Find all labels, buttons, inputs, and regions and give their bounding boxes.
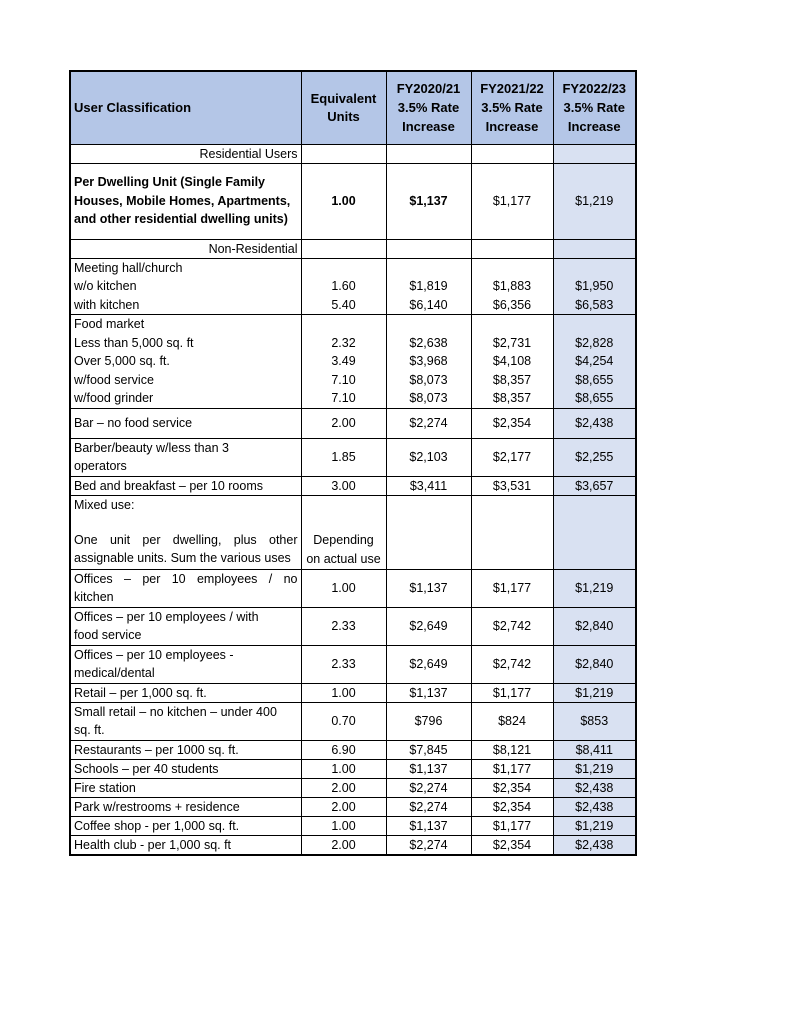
table-row-bar: [70, 408, 636, 438]
table-row-bed-breakfast: [70, 476, 636, 495]
header-fy2-year: FY2021/22: [480, 81, 544, 97]
row-label-schools: Schools – per 40 students: [70, 759, 301, 778]
cell-units: [301, 495, 386, 569]
value: $4,108: [492, 354, 532, 368]
cell-units: 2.33: [301, 607, 386, 645]
cell-fy1: $2,649: [386, 607, 471, 645]
row-label-offices-medical: [70, 645, 301, 683]
value: $1,883: [492, 279, 532, 293]
cell-fy1: [386, 258, 471, 315]
cell-units: [301, 258, 386, 315]
table-row-meeting-hall: [70, 258, 636, 315]
cell-units: 1.00: [301, 683, 386, 702]
cell-fy2: $2,354: [471, 797, 553, 816]
header-fy2-rate: 3.5% Rate: [481, 100, 543, 116]
row-label-park: Park w/restrooms + residence: [70, 797, 301, 816]
table-row-offices-food-service: [70, 607, 636, 645]
cell-units: 2.00: [301, 778, 386, 797]
cell-fy2: [471, 258, 553, 315]
cell-fy2: $1,177: [471, 683, 553, 702]
cell-fy3: $1,219: [553, 683, 636, 702]
table-row-health-club: [70, 835, 636, 855]
row-label-retail: Retail – per 1,000 sq. ft.: [70, 683, 301, 702]
table-row-schools: [70, 759, 636, 778]
header-fy2: [471, 71, 553, 144]
cell-fy3: $1,219: [553, 816, 636, 835]
value: on actual use: [306, 551, 381, 566]
cell-fy3: $1,219: [553, 759, 636, 778]
row-label-fire-station: Fire station: [70, 778, 301, 797]
row-label-line: kitchen: [74, 590, 114, 604]
cell-fy2: $1,177: [471, 759, 553, 778]
table-row-fire-station: [70, 778, 636, 797]
table-row-small-retail: [70, 702, 636, 740]
cell-fy2: $1,177: [471, 569, 553, 607]
cell-units: 1.00: [301, 163, 386, 239]
cell-fy3: $853: [553, 702, 636, 740]
table-row-barber: [70, 438, 636, 476]
section-row-non-residential: [70, 239, 636, 258]
header-fy1-increase: Increase: [402, 119, 455, 135]
cell-fy2: $2,742: [471, 607, 553, 645]
section-row-residential: [70, 144, 636, 163]
cell-fy3: [553, 258, 636, 315]
row-label-barber: [70, 438, 301, 476]
row-label-line: w/food grinder: [74, 391, 154, 405]
header-fy1: [386, 71, 471, 144]
row-label-restaurants: Restaurants – per 1000 sq. ft.: [70, 740, 301, 759]
cell-fy1: $1,137: [386, 683, 471, 702]
cell-units: 3.00: [301, 476, 386, 495]
row-label-line: One unit per dwelling, plus other: [74, 532, 298, 547]
table-row-food-market: [70, 315, 636, 409]
row-label-line: Barber/beauty w/less than 3: [74, 440, 229, 455]
cell-units: 2.00: [301, 797, 386, 816]
cell-fy1: $3,411: [386, 476, 471, 495]
row-label-mixed-use: [70, 495, 301, 569]
value: $8,655: [575, 372, 614, 387]
value: 2.32: [331, 335, 356, 350]
header-units-line2: Units: [327, 108, 360, 124]
row-group-title: Food market: [74, 317, 145, 331]
row-label-line: w/food service: [74, 372, 154, 387]
cell-fy2: $2,354: [471, 778, 553, 797]
cell-fy1: $796: [386, 702, 471, 740]
value: 5.40: [331, 297, 356, 312]
value: $2,828: [575, 335, 614, 350]
cell-fy3: $1,219: [553, 569, 636, 607]
cell-fy1: $2,103: [386, 438, 471, 476]
cell-fy2: $1,177: [471, 816, 553, 835]
cell-units: 1.00: [301, 759, 386, 778]
cell-fy2: $2,354: [471, 408, 553, 438]
cell-fy1: $2,274: [386, 778, 471, 797]
table-row-restaurants: [70, 740, 636, 759]
value: 3.49: [331, 354, 356, 368]
cell-fy1: $1,137: [386, 569, 471, 607]
value: Depending: [313, 532, 374, 547]
cell-fy1: $1,137: [386, 163, 471, 239]
row-label-food-market: [70, 315, 301, 409]
table-row-retail: [70, 683, 636, 702]
cell-fy3: $2,438: [553, 778, 636, 797]
header-fy3-year: FY2022/23: [562, 81, 627, 97]
cell-fy2: [471, 315, 553, 409]
value: $8,357: [492, 372, 532, 387]
value: $8,357: [492, 391, 532, 405]
row-label-line: Per Dwelling Unit (Single Family: [74, 175, 266, 190]
row-label-line: Offices – per 10 employees -: [74, 647, 234, 662]
row-label-line: and other residential dwelling units): [74, 212, 288, 227]
value: $6,356: [492, 297, 532, 312]
row-label-health-club: Health club - per 1,000 sq. ft: [70, 835, 301, 855]
cell-units: 1.85: [301, 438, 386, 476]
cell-fy1: $7,845: [386, 740, 471, 759]
cell-units: 0.70: [301, 702, 386, 740]
cell-fy1: $2,274: [386, 797, 471, 816]
row-label-line: with kitchen: [74, 297, 140, 312]
header-units: [301, 71, 386, 144]
row-label-line: Less than 5,000 sq. ft: [74, 335, 194, 350]
cell-units: 2.00: [301, 835, 386, 855]
cell-fy2: $2,742: [471, 645, 553, 683]
value: $8,073: [409, 372, 448, 387]
row-group-title: Meeting hall/church: [74, 260, 183, 275]
row-label-line: Offices – per 10 employees / no: [74, 571, 298, 586]
cell-units: 1.00: [301, 816, 386, 835]
value: $2,731: [492, 335, 532, 350]
value: $8,655: [575, 391, 614, 405]
table-row-dwelling: [70, 163, 636, 239]
cell-fy2: $2,354: [471, 835, 553, 855]
row-label-bed-breakfast: Bed and breakfast – per 10 rooms: [70, 476, 301, 495]
cell-fy3: $2,840: [553, 607, 636, 645]
rate-table: [69, 70, 637, 856]
table-row-coffee-shop: [70, 816, 636, 835]
cell-fy2: $3,531: [471, 476, 553, 495]
row-label-offices-food-service: [70, 607, 301, 645]
value: $1,819: [409, 279, 448, 293]
row-label-offices-no-kitchen: [70, 569, 301, 607]
table-row-mixed-use: [70, 495, 636, 569]
cell-fy1: $1,137: [386, 816, 471, 835]
cell-fy3: [553, 315, 636, 409]
value: 1.60: [331, 279, 356, 293]
cell-fy1: $2,274: [386, 835, 471, 855]
row-label-line: operators: [74, 459, 127, 473]
cell-fy3: $2,438: [553, 797, 636, 816]
value: $3,968: [409, 354, 448, 368]
cell-fy1: [386, 315, 471, 409]
header-row: [70, 71, 636, 144]
value: $6,140: [409, 297, 448, 312]
row-label-line: Over 5,000 sq. ft.: [74, 354, 170, 368]
row-label-line: Houses, Mobile Homes, Apartments,: [74, 193, 291, 208]
row-label-line: w/o kitchen: [74, 279, 137, 293]
cell-units: 2.00: [301, 408, 386, 438]
table-row-offices-no-kitchen: [70, 569, 636, 607]
cell-fy1: $2,649: [386, 645, 471, 683]
header-fy1-year: FY2020/21: [396, 81, 461, 97]
cell-fy3: $2,840: [553, 645, 636, 683]
row-label-meeting-hall: [70, 258, 301, 315]
cell-fy3: $2,255: [553, 438, 636, 476]
cell-fy2: $824: [471, 702, 553, 740]
cell-units: 6.90: [301, 740, 386, 759]
row-label-dwelling: [70, 163, 301, 239]
value: $1,950: [575, 279, 614, 293]
cell-fy3: $8,411: [553, 740, 636, 759]
row-label-small-retail: [70, 702, 301, 740]
cell-fy1: $1,137: [386, 759, 471, 778]
cell-units: 2.33: [301, 645, 386, 683]
cell-units: [301, 315, 386, 409]
cell-fy3: $2,438: [553, 408, 636, 438]
value: 7.10: [331, 372, 356, 387]
cell-fy3: $2,438: [553, 835, 636, 855]
row-label-line: medical/dental: [74, 666, 155, 680]
value: $4,254: [575, 354, 614, 368]
cell-fy2: $2,177: [471, 438, 553, 476]
value: $6,583: [575, 297, 614, 312]
value: $2,638: [409, 335, 448, 350]
row-label-line: Small retail – no kitchen – under 400: [74, 704, 277, 719]
header-fy3-rate: 3.5% Rate: [563, 100, 625, 116]
header-fy3-increase: Increase: [567, 119, 621, 135]
table-row-offices-medical: [70, 645, 636, 683]
header-fy3: [553, 71, 636, 144]
value: $8,073: [409, 391, 448, 405]
row-label-line: assignable units. Sum the various uses: [74, 550, 291, 565]
cell-units: 1.00: [301, 569, 386, 607]
section-label-residential: Residential Users: [70, 144, 301, 163]
header-fy2-increase: Increase: [485, 119, 539, 135]
row-label-coffee-shop: Coffee shop - per 1,000 sq. ft.: [70, 816, 301, 835]
cell-fy2: $8,121: [471, 740, 553, 759]
row-label-line: sq. ft.: [74, 723, 105, 737]
header-units-line1: Equivalent: [310, 90, 377, 106]
cell-fy3: $3,657: [553, 476, 636, 495]
row-label-line: food service: [74, 628, 142, 642]
table-row-park: [70, 797, 636, 816]
row-group-title: Mixed use:: [74, 497, 135, 512]
header-classification: User Classification: [70, 71, 301, 144]
row-label-line: Offices – per 10 employees / with: [74, 609, 259, 624]
section-label-non-residential: Non-Residential: [70, 239, 301, 258]
row-label-bar: Bar – no food service: [70, 408, 301, 438]
cell-fy1: $2,274: [386, 408, 471, 438]
header-fy1-rate: 3.5% Rate: [397, 100, 460, 116]
cell-fy3: $1,219: [553, 163, 636, 239]
value: 7.10: [331, 391, 356, 405]
cell-fy2: $1,177: [471, 163, 553, 239]
